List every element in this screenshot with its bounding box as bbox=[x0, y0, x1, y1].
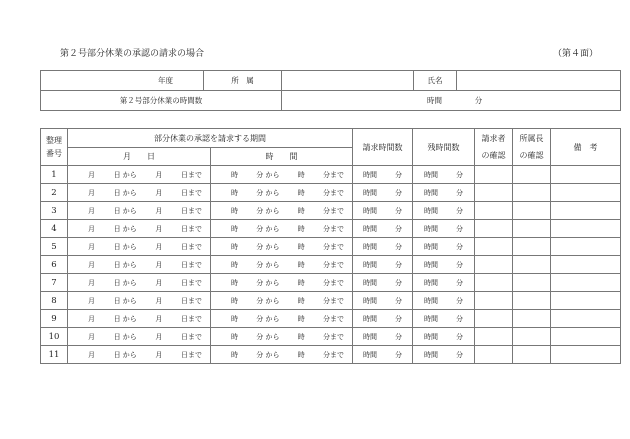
minute-to: 分まで bbox=[322, 350, 344, 359]
month-from: 月 bbox=[88, 242, 95, 251]
req-hours-unit: 時間 bbox=[363, 242, 377, 251]
date-range-field[interactable] bbox=[68, 292, 211, 310]
minute-from: 分 から bbox=[256, 224, 280, 233]
hour-to: 時 bbox=[297, 332, 305, 341]
minute-to: 分まで bbox=[322, 242, 344, 251]
header-number bbox=[41, 129, 68, 166]
applicant-info-table bbox=[40, 70, 621, 111]
rem-hours-unit: 時間 bbox=[424, 242, 438, 251]
header-requester-line2: の確認 bbox=[481, 151, 506, 160]
table-row bbox=[41, 274, 621, 292]
month-to: 月 bbox=[155, 260, 163, 269]
day-to: 日まで bbox=[180, 188, 202, 197]
row-number: 3 bbox=[41, 202, 68, 220]
supervisor-confirm-cell[interactable] bbox=[513, 328, 551, 346]
requested-hours-field[interactable] bbox=[353, 184, 413, 202]
time-range-field[interactable] bbox=[211, 184, 353, 202]
month-from: 月 bbox=[88, 188, 95, 197]
rem-minutes-unit: 分 bbox=[456, 278, 463, 287]
requester-confirm-cell[interactable] bbox=[475, 256, 513, 274]
req-minutes-unit: 分 bbox=[395, 206, 402, 215]
hour-from: 時 bbox=[231, 278, 238, 287]
requested-hours-field[interactable] bbox=[353, 202, 413, 220]
hour-from: 時 bbox=[231, 332, 238, 341]
requested-hours-field[interactable] bbox=[353, 256, 413, 274]
hour-from: 時 bbox=[231, 350, 238, 359]
requester-confirm-cell[interactable] bbox=[475, 220, 513, 238]
month-to: 月 bbox=[155, 296, 163, 305]
date-range-field[interactable] bbox=[68, 256, 211, 274]
hour-to: 時 bbox=[297, 350, 305, 359]
remarks-cell[interactable] bbox=[551, 238, 621, 256]
request-table bbox=[40, 128, 621, 364]
row-number: 11 bbox=[41, 346, 68, 364]
minute-to: 分まで bbox=[322, 224, 344, 233]
rem-minutes-unit: 分 bbox=[456, 206, 463, 215]
month-from: 月 bbox=[88, 170, 95, 179]
day-from: 日 から bbox=[113, 224, 137, 233]
remarks-cell[interactable] bbox=[551, 202, 621, 220]
rem-minutes-unit: 分 bbox=[456, 242, 463, 251]
supervisor-confirm-cell[interactable] bbox=[513, 256, 551, 274]
remarks-cell[interactable] bbox=[551, 166, 621, 184]
time-range-field[interactable] bbox=[211, 274, 353, 292]
day-from: 日 から bbox=[113, 206, 137, 215]
row-number: 8 bbox=[41, 292, 68, 310]
day-to: 日まで bbox=[180, 350, 202, 359]
requested-hours-field[interactable] bbox=[353, 292, 413, 310]
day-from: 日 から bbox=[113, 170, 137, 179]
header-number-line2: 番号 bbox=[46, 149, 62, 158]
day-from: 日 から bbox=[113, 332, 137, 341]
req-hours-unit: 時間 bbox=[363, 188, 377, 197]
day-from: 日 から bbox=[113, 296, 137, 305]
rem-hours-unit: 時間 bbox=[424, 314, 438, 323]
hour-from: 時 bbox=[231, 170, 238, 179]
requested-hours-field[interactable] bbox=[353, 328, 413, 346]
header-supervisor-confirm bbox=[513, 129, 551, 166]
header-time: 時 間 bbox=[211, 148, 353, 166]
minute-to: 分まで bbox=[322, 278, 344, 287]
req-hours-unit: 時間 bbox=[363, 278, 377, 287]
time-range-field[interactable] bbox=[211, 328, 353, 346]
month-from: 月 bbox=[88, 314, 95, 323]
month-from: 月 bbox=[88, 296, 95, 305]
req-hours-unit: 時間 bbox=[363, 350, 377, 359]
req-minutes-unit: 分 bbox=[395, 296, 402, 305]
requester-confirm-cell[interactable] bbox=[475, 184, 513, 202]
time-range-field[interactable] bbox=[211, 238, 353, 256]
header-supervisor-line2: の確認 bbox=[519, 151, 544, 160]
header-remarks: 備 考 bbox=[551, 129, 621, 166]
remarks-cell[interactable] bbox=[551, 274, 621, 292]
time-range-field[interactable] bbox=[211, 256, 353, 274]
month-to: 月 bbox=[155, 170, 163, 179]
time-range-field[interactable] bbox=[211, 220, 353, 238]
remarks-cell[interactable] bbox=[551, 292, 621, 310]
req-hours-unit: 時間 bbox=[363, 332, 377, 341]
date-range-field[interactable] bbox=[68, 202, 211, 220]
req-minutes-unit: 分 bbox=[395, 314, 402, 323]
document-title: 第２号部分休業の承認の請求の場合 bbox=[60, 49, 205, 59]
hour-from: 時 bbox=[231, 206, 238, 215]
minute-from: 分 から bbox=[256, 206, 280, 215]
day-to: 日まで bbox=[180, 170, 202, 179]
remaining-hours-field[interactable] bbox=[413, 310, 475, 328]
remaining-hours-field[interactable] bbox=[413, 256, 475, 274]
requester-confirm-cell[interactable] bbox=[475, 202, 513, 220]
month-to: 月 bbox=[155, 278, 163, 287]
hour-to: 時 bbox=[297, 188, 305, 197]
day-to: 日まで bbox=[180, 278, 202, 287]
remaining-hours-field[interactable] bbox=[413, 238, 475, 256]
requested-hours-field[interactable] bbox=[353, 220, 413, 238]
rem-hours-unit: 時間 bbox=[424, 170, 438, 179]
supervisor-confirm-cell[interactable] bbox=[513, 274, 551, 292]
req-minutes-unit: 分 bbox=[395, 224, 402, 233]
remarks-cell[interactable] bbox=[551, 256, 621, 274]
remaining-hours-field[interactable] bbox=[413, 220, 475, 238]
hour-to: 時 bbox=[297, 224, 305, 233]
date-range-field[interactable] bbox=[68, 346, 211, 364]
supervisor-confirm-cell[interactable] bbox=[513, 220, 551, 238]
hour-from: 時 bbox=[231, 296, 238, 305]
date-range-field[interactable] bbox=[68, 220, 211, 238]
header-requester-line1: 請求者 bbox=[481, 134, 506, 143]
year-label: 年度 bbox=[158, 76, 173, 85]
date-range-field[interactable] bbox=[68, 328, 211, 346]
page-label: （第４面） bbox=[553, 49, 599, 59]
requester-confirm-cell[interactable] bbox=[475, 346, 513, 364]
rem-hours-unit: 時間 bbox=[424, 350, 438, 359]
hours-input[interactable] bbox=[282, 91, 621, 111]
minute-from: 分 から bbox=[256, 188, 280, 197]
req-hours-unit: 時間 bbox=[363, 206, 377, 215]
remaining-hours-field[interactable] bbox=[413, 202, 475, 220]
name-input[interactable] bbox=[457, 71, 621, 91]
rem-minutes-unit: 分 bbox=[456, 332, 463, 341]
month-from: 月 bbox=[88, 260, 95, 269]
date-range-field[interactable] bbox=[68, 184, 211, 202]
minute-from: 分 から bbox=[256, 332, 280, 341]
date-range-field[interactable] bbox=[68, 238, 211, 256]
requester-confirm-cell[interactable] bbox=[475, 166, 513, 184]
requester-confirm-cell[interactable] bbox=[475, 274, 513, 292]
table-row bbox=[41, 166, 621, 184]
rem-minutes-unit: 分 bbox=[456, 350, 463, 359]
day-from: 日 から bbox=[113, 242, 137, 251]
req-hours-unit: 時間 bbox=[363, 260, 377, 269]
rem-hours-unit: 時間 bbox=[424, 206, 438, 215]
table-row bbox=[41, 238, 621, 256]
month-from: 月 bbox=[88, 332, 95, 341]
header-month-day: 月 日 bbox=[68, 148, 211, 166]
req-minutes-unit: 分 bbox=[395, 350, 402, 359]
hour-to: 時 bbox=[297, 314, 305, 323]
rem-hours-unit: 時間 bbox=[424, 278, 438, 287]
day-to: 日まで bbox=[180, 242, 202, 251]
requester-confirm-cell[interactable] bbox=[475, 238, 513, 256]
month-to: 月 bbox=[155, 206, 163, 215]
remaining-hours-field[interactable] bbox=[413, 328, 475, 346]
hours-row bbox=[41, 91, 621, 111]
month-from: 月 bbox=[88, 278, 95, 287]
table-row bbox=[41, 310, 621, 328]
supervisor-confirm-cell[interactable] bbox=[513, 346, 551, 364]
row-number: 2 bbox=[41, 184, 68, 202]
req-minutes-unit: 分 bbox=[395, 170, 402, 179]
supervisor-confirm-cell[interactable] bbox=[513, 292, 551, 310]
remaining-hours-field[interactable] bbox=[413, 292, 475, 310]
hour-to: 時 bbox=[297, 260, 305, 269]
remaining-hours-field[interactable] bbox=[413, 166, 475, 184]
month-to: 月 bbox=[155, 332, 163, 341]
req-minutes-unit: 分 bbox=[395, 188, 402, 197]
day-to: 日まで bbox=[180, 296, 202, 305]
remarks-cell[interactable] bbox=[551, 184, 621, 202]
month-to: 月 bbox=[155, 224, 163, 233]
hour-to: 時 bbox=[297, 296, 305, 305]
row-number: 1 bbox=[41, 166, 68, 184]
hour-from: 時 bbox=[231, 224, 238, 233]
header-period: 部分休業の承認を請求する期間 bbox=[68, 129, 353, 148]
minute-to: 分まで bbox=[322, 260, 344, 269]
requested-hours-field[interactable] bbox=[353, 274, 413, 292]
requested-hours-field[interactable] bbox=[353, 346, 413, 364]
day-from: 日 から bbox=[113, 350, 137, 359]
month-to: 月 bbox=[155, 242, 163, 251]
requester-confirm-cell[interactable] bbox=[475, 292, 513, 310]
req-hours-unit: 時間 bbox=[363, 314, 377, 323]
table-row bbox=[41, 328, 621, 346]
month-from: 月 bbox=[88, 224, 95, 233]
day-to: 日まで bbox=[180, 206, 202, 215]
req-minutes-unit: 分 bbox=[395, 242, 402, 251]
rem-minutes-unit: 分 bbox=[456, 188, 463, 197]
table-row bbox=[41, 202, 621, 220]
hour-from: 時 bbox=[231, 314, 238, 323]
affiliation-input[interactable] bbox=[282, 71, 414, 91]
header-requested-hours: 請求時間数 bbox=[353, 129, 413, 166]
requester-confirm-cell[interactable] bbox=[475, 310, 513, 328]
affiliation-label: 所 属 bbox=[204, 71, 282, 91]
rem-hours-unit: 時間 bbox=[424, 332, 438, 341]
day-to: 日まで bbox=[180, 260, 202, 269]
day-from: 日 から bbox=[113, 314, 137, 323]
remarks-cell[interactable] bbox=[551, 328, 621, 346]
row-number: 10 bbox=[41, 328, 68, 346]
requested-hours-field[interactable] bbox=[353, 166, 413, 184]
table-row bbox=[41, 256, 621, 274]
requester-confirm-cell[interactable] bbox=[475, 328, 513, 346]
remaining-hours-field[interactable] bbox=[413, 184, 475, 202]
minute-to: 分まで bbox=[322, 188, 344, 197]
month-to: 月 bbox=[155, 314, 163, 323]
hours-label: 第２号部分休業の時間数 bbox=[41, 91, 282, 111]
month-from: 月 bbox=[88, 350, 95, 359]
hour-from: 時 bbox=[231, 260, 238, 269]
minute-to: 分まで bbox=[322, 206, 344, 215]
hour-from: 時 bbox=[231, 188, 238, 197]
supervisor-confirm-cell[interactable] bbox=[513, 238, 551, 256]
remarks-cell[interactable] bbox=[551, 220, 621, 238]
table-row bbox=[41, 346, 621, 364]
fiscal-year-field[interactable] bbox=[41, 71, 204, 91]
hour-to: 時 bbox=[297, 278, 305, 287]
table-row bbox=[41, 220, 621, 238]
minute-from: 分 から bbox=[256, 260, 280, 269]
hour-to: 時 bbox=[297, 242, 305, 251]
time-range-field[interactable] bbox=[211, 292, 353, 310]
table-row bbox=[41, 292, 621, 310]
day-to: 日まで bbox=[180, 332, 202, 341]
month-to: 月 bbox=[155, 188, 163, 197]
req-hours-unit: 時間 bbox=[363, 170, 377, 179]
minute-from: 分 から bbox=[256, 296, 280, 305]
rem-hours-unit: 時間 bbox=[424, 224, 438, 233]
rem-minutes-unit: 分 bbox=[456, 260, 463, 269]
row-number: 6 bbox=[41, 256, 68, 274]
supervisor-confirm-cell[interactable] bbox=[513, 202, 551, 220]
minute-to: 分まで bbox=[322, 170, 344, 179]
supervisor-confirm-cell[interactable] bbox=[513, 310, 551, 328]
hour-to: 時 bbox=[297, 170, 305, 179]
date-range-field[interactable] bbox=[68, 274, 211, 292]
supervisor-confirm-cell[interactable] bbox=[513, 184, 551, 202]
rem-hours-unit: 時間 bbox=[424, 260, 438, 269]
req-hours-unit: 時間 bbox=[363, 296, 377, 305]
rem-hours-unit: 時間 bbox=[424, 296, 438, 305]
name-label: 氏名 bbox=[414, 71, 457, 91]
day-from: 日 から bbox=[113, 188, 137, 197]
month-from: 月 bbox=[88, 206, 95, 215]
day-from: 日 から bbox=[113, 278, 137, 287]
time-range-field[interactable] bbox=[211, 166, 353, 184]
remarks-cell[interactable] bbox=[551, 346, 621, 364]
header-supervisor-line1: 所属長 bbox=[519, 134, 544, 143]
applicant-row bbox=[41, 71, 621, 91]
header-number-line1: 整理 bbox=[46, 136, 62, 145]
hour-to: 時 bbox=[297, 206, 305, 215]
date-range-field[interactable] bbox=[68, 166, 211, 184]
minute-from: 分 から bbox=[256, 314, 280, 323]
day-from: 日 から bbox=[113, 260, 137, 269]
minute-to: 分まで bbox=[322, 314, 344, 323]
minute-from: 分 から bbox=[256, 242, 280, 251]
time-range-field[interactable] bbox=[211, 202, 353, 220]
time-range-field[interactable] bbox=[211, 310, 353, 328]
date-range-field[interactable] bbox=[68, 310, 211, 328]
minute-from: 分 から bbox=[256, 350, 280, 359]
minute-to: 分まで bbox=[322, 332, 344, 341]
month-to: 月 bbox=[155, 350, 163, 359]
req-hours-unit: 時間 bbox=[363, 224, 377, 233]
req-minutes-unit: 分 bbox=[395, 332, 402, 341]
minute-from: 分 から bbox=[256, 278, 280, 287]
remarks-cell[interactable] bbox=[551, 310, 621, 328]
minute-from: 分 から bbox=[256, 170, 280, 179]
req-minutes-unit: 分 bbox=[395, 278, 402, 287]
req-minutes-unit: 分 bbox=[395, 260, 402, 269]
rem-minutes-unit: 分 bbox=[456, 296, 463, 305]
header-requester-confirm bbox=[475, 129, 513, 166]
hours-unit: 時間 bbox=[427, 96, 442, 105]
hour-from: 時 bbox=[231, 242, 238, 251]
minutes-unit: 分 bbox=[474, 96, 483, 105]
table-row bbox=[41, 184, 621, 202]
day-to: 日まで bbox=[180, 224, 202, 233]
rem-minutes-unit: 分 bbox=[456, 170, 463, 179]
requested-hours-field[interactable] bbox=[353, 238, 413, 256]
remaining-hours-field[interactable] bbox=[413, 274, 475, 292]
row-number: 7 bbox=[41, 274, 68, 292]
header-remaining-hours: 残時間数 bbox=[413, 129, 475, 166]
row-number: 4 bbox=[41, 220, 68, 238]
day-to: 日まで bbox=[180, 314, 202, 323]
row-number: 5 bbox=[41, 238, 68, 256]
minute-to: 分まで bbox=[322, 296, 344, 305]
rem-minutes-unit: 分 bbox=[456, 314, 463, 323]
row-number: 9 bbox=[41, 310, 68, 328]
supervisor-confirm-cell[interactable] bbox=[513, 166, 551, 184]
rem-hours-unit: 時間 bbox=[424, 188, 438, 197]
remaining-hours-field[interactable] bbox=[413, 346, 475, 364]
time-range-field[interactable] bbox=[211, 346, 353, 364]
requested-hours-field[interactable] bbox=[353, 310, 413, 328]
rem-minutes-unit: 分 bbox=[456, 224, 463, 233]
